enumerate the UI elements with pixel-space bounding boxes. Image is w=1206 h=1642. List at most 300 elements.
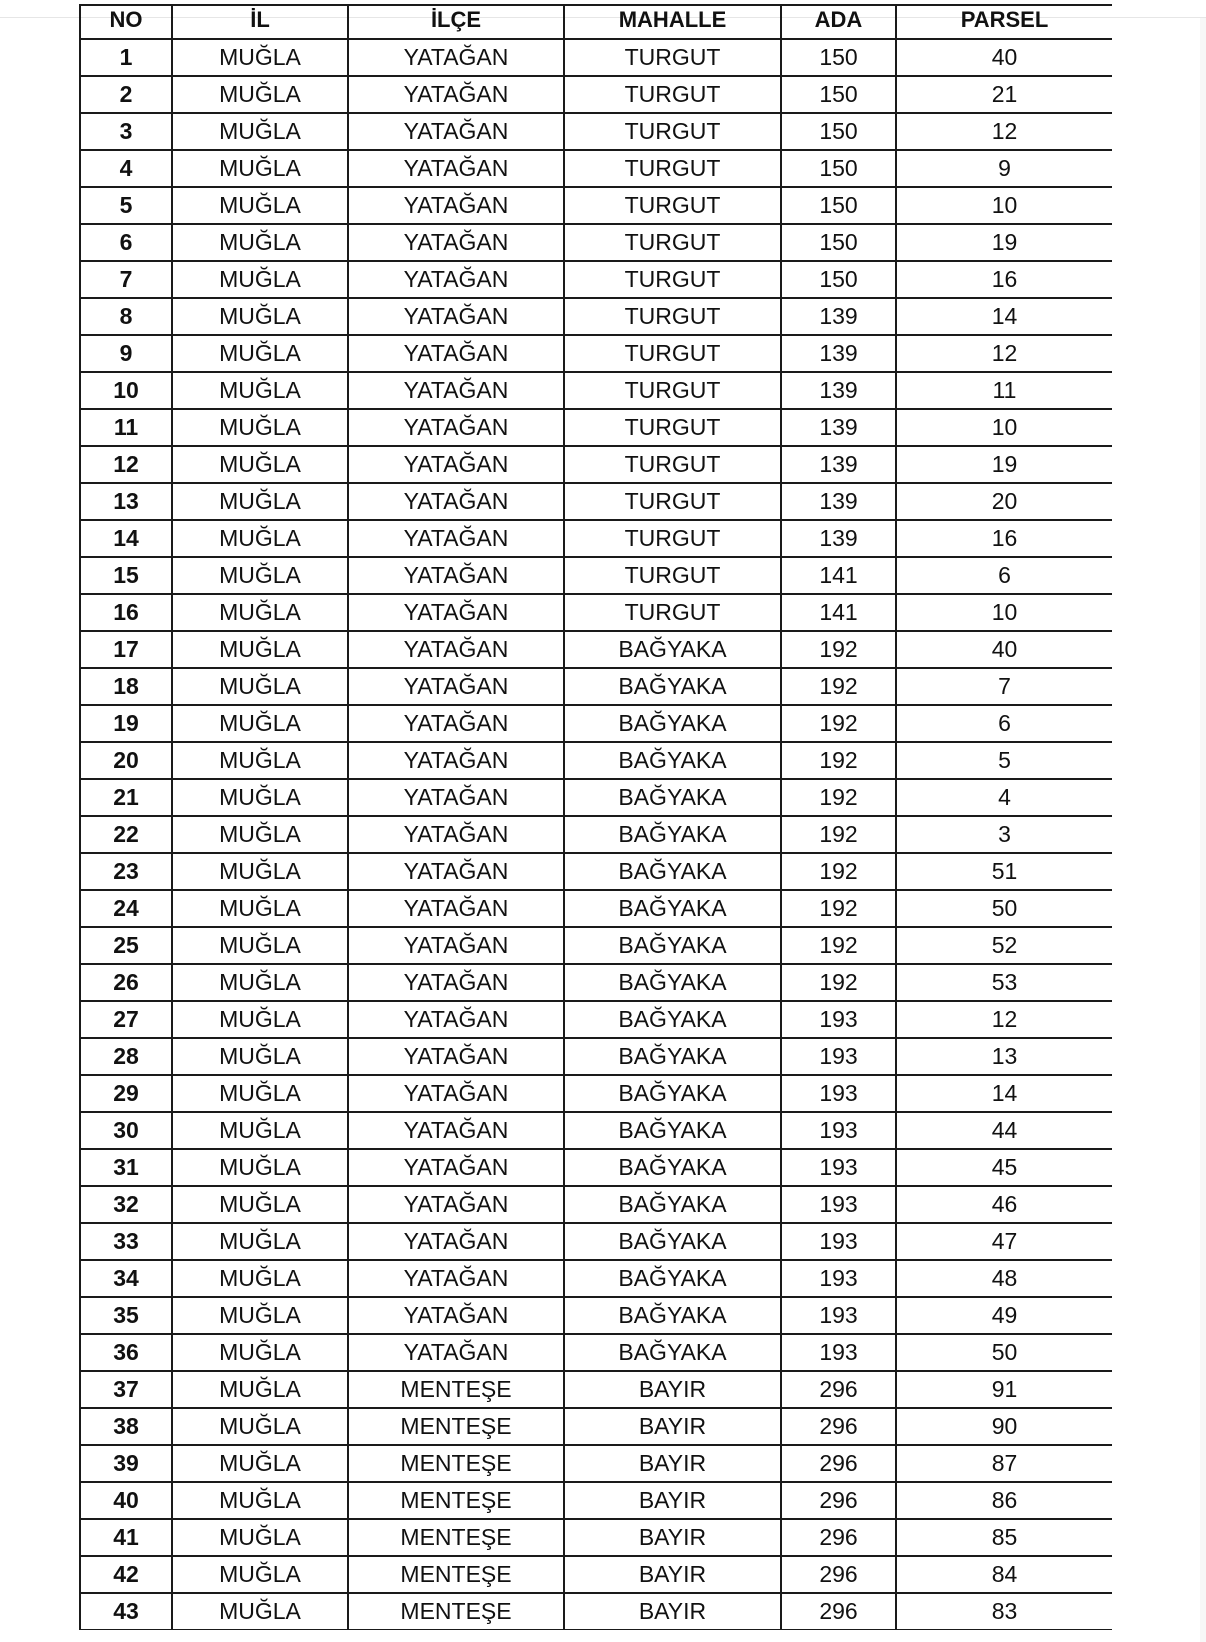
page-edge-shadow <box>1200 18 1206 1642</box>
cell-ilce: YATAĞAN <box>348 261 564 298</box>
cell-il: MUĞLA <box>172 742 348 779</box>
table-row <box>80 964 1112 1001</box>
table-row <box>80 631 1112 668</box>
cell-il: MUĞLA <box>172 964 348 1001</box>
cell-ada: 193 <box>781 1260 896 1297</box>
cell-no: 39 <box>80 1445 172 1482</box>
cell-ilce: MENTEŞE <box>348 1519 564 1556</box>
cell-il: MUĞLA <box>172 1408 348 1445</box>
cell-parsel: 50 <box>896 1334 1112 1371</box>
cell-parsel: 14 <box>896 298 1112 335</box>
cell-mahalle: BAĞYAKA <box>564 1149 781 1186</box>
cell-mahalle: BAĞYAKA <box>564 631 781 668</box>
cell-ada: 150 <box>781 187 896 224</box>
cell-mahalle: BAĞYAKA <box>564 1112 781 1149</box>
cell-ilce: YATAĞAN <box>348 1075 564 1112</box>
header-ada: ADA <box>781 5 896 39</box>
cell-no: 7 <box>80 261 172 298</box>
cell-ilce: YATAĞAN <box>348 1297 564 1334</box>
table-row <box>80 1519 1112 1556</box>
cell-parsel: 10 <box>896 409 1112 446</box>
cell-mahalle: BAĞYAKA <box>564 1038 781 1075</box>
table-row <box>80 1445 1112 1482</box>
cell-no: 32 <box>80 1186 172 1223</box>
cell-ada: 139 <box>781 520 896 557</box>
table-row <box>80 1075 1112 1112</box>
cell-mahalle: TURGUT <box>564 150 781 187</box>
cell-no: 16 <box>80 594 172 631</box>
table-body <box>80 39 1112 1630</box>
cell-ada: 192 <box>781 668 896 705</box>
cell-no: 5 <box>80 187 172 224</box>
cell-parsel: 45 <box>896 1149 1112 1186</box>
cell-no: 22 <box>80 816 172 853</box>
cell-mahalle: BAĞYAKA <box>564 742 781 779</box>
cell-il: MUĞLA <box>172 1371 348 1408</box>
cell-parsel: 47 <box>896 1223 1112 1260</box>
cell-mahalle: TURGUT <box>564 224 781 261</box>
cell-ada: 139 <box>781 335 896 372</box>
cell-il: MUĞLA <box>172 1297 348 1334</box>
table-header-row <box>80 5 1112 39</box>
cell-ilce: MENTEŞE <box>348 1482 564 1519</box>
cell-il: MUĞLA <box>172 1334 348 1371</box>
cell-ilce: YATAĞAN <box>348 1038 564 1075</box>
cell-parsel: 12 <box>896 113 1112 150</box>
cell-no: 3 <box>80 113 172 150</box>
cell-ilce: YATAĞAN <box>348 298 564 335</box>
cell-mahalle: TURGUT <box>564 372 781 409</box>
table-row <box>80 113 1112 150</box>
cell-parsel: 49 <box>896 1297 1112 1334</box>
cell-parsel: 83 <box>896 1593 1112 1630</box>
cell-ilce: YATAĞAN <box>348 705 564 742</box>
cell-il: MUĞLA <box>172 1038 348 1075</box>
cell-mahalle: BAĞYAKA <box>564 1186 781 1223</box>
cell-ada: 192 <box>781 742 896 779</box>
cell-no: 31 <box>80 1149 172 1186</box>
cell-il: MUĞLA <box>172 150 348 187</box>
cell-ilce: YATAĞAN <box>348 964 564 1001</box>
cell-mahalle: TURGUT <box>564 520 781 557</box>
cell-parsel: 7 <box>896 668 1112 705</box>
cell-ada: 192 <box>781 631 896 668</box>
table-row <box>80 1482 1112 1519</box>
cell-ada: 192 <box>781 853 896 890</box>
table-row <box>80 668 1112 705</box>
cell-il: MUĞLA <box>172 779 348 816</box>
cell-parsel: 19 <box>896 224 1112 261</box>
cell-no: 20 <box>80 742 172 779</box>
cell-il: MUĞLA <box>172 557 348 594</box>
cell-ilce: YATAĞAN <box>348 1149 564 1186</box>
header-ilce: İLÇE <box>348 5 564 39</box>
cell-ilce: YATAĞAN <box>348 1334 564 1371</box>
table-row <box>80 1556 1112 1593</box>
table-row <box>80 557 1112 594</box>
cell-parsel: 19 <box>896 446 1112 483</box>
cell-parsel: 85 <box>896 1519 1112 1556</box>
cell-ilce: YATAĞAN <box>348 1112 564 1149</box>
cell-mahalle: BAYIR <box>564 1556 781 1593</box>
cell-il: MUĞLA <box>172 1223 348 1260</box>
cell-ada: 139 <box>781 483 896 520</box>
cell-ilce: YATAĞAN <box>348 446 564 483</box>
cell-ada: 193 <box>781 1001 896 1038</box>
cell-ilce: YATAĞAN <box>348 150 564 187</box>
cell-ilce: YATAĞAN <box>348 816 564 853</box>
parcel-table <box>79 4 1112 1630</box>
cell-mahalle: BAĞYAKA <box>564 1075 781 1112</box>
cell-ilce: YATAĞAN <box>348 520 564 557</box>
table-row <box>80 372 1112 409</box>
cell-ada: 150 <box>781 150 896 187</box>
table-row <box>80 483 1112 520</box>
cell-il: MUĞLA <box>172 1112 348 1149</box>
cell-ada: 192 <box>781 964 896 1001</box>
cell-parsel: 53 <box>896 964 1112 1001</box>
cell-il: MUĞLA <box>172 224 348 261</box>
cell-no: 19 <box>80 705 172 742</box>
cell-ilce: YATAĞAN <box>348 742 564 779</box>
cell-ilce: YATAĞAN <box>348 39 564 76</box>
cell-no: 34 <box>80 1260 172 1297</box>
cell-il: MUĞLA <box>172 113 348 150</box>
cell-mahalle: BAYIR <box>564 1482 781 1519</box>
cell-parsel: 3 <box>896 816 1112 853</box>
cell-mahalle: TURGUT <box>564 76 781 113</box>
cell-no: 38 <box>80 1408 172 1445</box>
cell-ilce: YATAĞAN <box>348 76 564 113</box>
cell-mahalle: BAĞYAKA <box>564 964 781 1001</box>
cell-ilce: MENTEŞE <box>348 1593 564 1630</box>
cell-parsel: 6 <box>896 705 1112 742</box>
cell-mahalle: TURGUT <box>564 39 781 76</box>
cell-ilce: MENTEŞE <box>348 1371 564 1408</box>
cell-il: MUĞLA <box>172 409 348 446</box>
cell-il: MUĞLA <box>172 816 348 853</box>
table-row <box>80 261 1112 298</box>
cell-il: MUĞLA <box>172 1593 348 1630</box>
cell-ilce: YATAĞAN <box>348 113 564 150</box>
cell-no: 29 <box>80 1075 172 1112</box>
cell-il: MUĞLA <box>172 1149 348 1186</box>
cell-no: 41 <box>80 1519 172 1556</box>
cell-parsel: 51 <box>896 853 1112 890</box>
cell-ada: 193 <box>781 1149 896 1186</box>
cell-no: 1 <box>80 39 172 76</box>
table-row <box>80 927 1112 964</box>
cell-il: MUĞLA <box>172 853 348 890</box>
cell-il: MUĞLA <box>172 298 348 335</box>
table-row <box>80 520 1112 557</box>
cell-ada: 139 <box>781 372 896 409</box>
cell-ilce: YATAĞAN <box>348 372 564 409</box>
cell-ada: 193 <box>781 1038 896 1075</box>
table-row <box>80 298 1112 335</box>
cell-ilce: YATAĞAN <box>348 594 564 631</box>
cell-no: 18 <box>80 668 172 705</box>
table-row <box>80 1593 1112 1630</box>
cell-no: 14 <box>80 520 172 557</box>
table-row <box>80 779 1112 816</box>
cell-no: 2 <box>80 76 172 113</box>
table-row <box>80 409 1112 446</box>
cell-il: MUĞLA <box>172 890 348 927</box>
cell-parsel: 5 <box>896 742 1112 779</box>
cell-il: MUĞLA <box>172 668 348 705</box>
cell-mahalle: BAYIR <box>564 1593 781 1630</box>
cell-ada: 193 <box>781 1334 896 1371</box>
cell-no: 24 <box>80 890 172 927</box>
cell-mahalle: BAĞYAKA <box>564 779 781 816</box>
cell-mahalle: BAĞYAKA <box>564 1297 781 1334</box>
cell-mahalle: TURGUT <box>564 594 781 631</box>
cell-ada: 139 <box>781 409 896 446</box>
cell-ilce: YATAĞAN <box>348 779 564 816</box>
cell-il: MUĞLA <box>172 1075 348 1112</box>
cell-parsel: 11 <box>896 372 1112 409</box>
cell-ada: 296 <box>781 1482 896 1519</box>
cell-parsel: 13 <box>896 1038 1112 1075</box>
cell-no: 27 <box>80 1001 172 1038</box>
cell-no: 4 <box>80 150 172 187</box>
cell-no: 42 <box>80 1556 172 1593</box>
cell-ilce: YATAĞAN <box>348 224 564 261</box>
cell-il: MUĞLA <box>172 446 348 483</box>
cell-il: MUĞLA <box>172 520 348 557</box>
cell-mahalle: BAĞYAKA <box>564 1334 781 1371</box>
cell-no: 10 <box>80 372 172 409</box>
cell-no: 43 <box>80 1593 172 1630</box>
cell-no: 17 <box>80 631 172 668</box>
cell-ada: 150 <box>781 39 896 76</box>
cell-parsel: 48 <box>896 1260 1112 1297</box>
cell-parsel: 50 <box>896 890 1112 927</box>
cell-il: MUĞLA <box>172 261 348 298</box>
cell-ada: 193 <box>781 1223 896 1260</box>
cell-ada: 192 <box>781 816 896 853</box>
cell-no: 35 <box>80 1297 172 1334</box>
cell-ilce: YATAĞAN <box>348 1186 564 1223</box>
cell-parsel: 20 <box>896 483 1112 520</box>
cell-mahalle: BAYIR <box>564 1445 781 1482</box>
parcel-table-container <box>79 4 1112 1630</box>
cell-il: MUĞLA <box>172 1556 348 1593</box>
table-row <box>80 1334 1112 1371</box>
cell-parsel: 91 <box>896 1371 1112 1408</box>
cell-ilce: YATAĞAN <box>348 557 564 594</box>
cell-il: MUĞLA <box>172 1001 348 1038</box>
table-row <box>80 187 1112 224</box>
cell-ilce: MENTEŞE <box>348 1408 564 1445</box>
cell-ada: 150 <box>781 224 896 261</box>
cell-ada: 296 <box>781 1408 896 1445</box>
cell-no: 21 <box>80 779 172 816</box>
cell-no: 25 <box>80 927 172 964</box>
header-parsel: PARSEL <box>896 5 1112 39</box>
cell-mahalle: BAĞYAKA <box>564 816 781 853</box>
cell-il: MUĞLA <box>172 1445 348 1482</box>
cell-ada: 150 <box>781 76 896 113</box>
cell-mahalle: BAĞYAKA <box>564 1223 781 1260</box>
cell-ilce: YATAĞAN <box>348 335 564 372</box>
cell-ilce: YATAĞAN <box>348 927 564 964</box>
cell-parsel: 21 <box>896 76 1112 113</box>
cell-ilce: YATAĞAN <box>348 1260 564 1297</box>
cell-mahalle: TURGUT <box>564 298 781 335</box>
table-row <box>80 1260 1112 1297</box>
cell-il: MUĞLA <box>172 187 348 224</box>
table-row <box>80 890 1112 927</box>
cell-parsel: 16 <box>896 520 1112 557</box>
cell-il: MUĞLA <box>172 1260 348 1297</box>
cell-no: 36 <box>80 1334 172 1371</box>
cell-ada: 193 <box>781 1297 896 1334</box>
cell-ada: 192 <box>781 890 896 927</box>
cell-ada: 139 <box>781 298 896 335</box>
cell-no: 33 <box>80 1223 172 1260</box>
table-row <box>80 39 1112 76</box>
cell-ada: 193 <box>781 1075 896 1112</box>
cell-il: MUĞLA <box>172 372 348 409</box>
table-row <box>80 594 1112 631</box>
cell-no: 23 <box>80 853 172 890</box>
cell-ada: 296 <box>781 1519 896 1556</box>
cell-parsel: 10 <box>896 594 1112 631</box>
table-row <box>80 1186 1112 1223</box>
cell-mahalle: TURGUT <box>564 409 781 446</box>
cell-ada: 150 <box>781 113 896 150</box>
table-row <box>80 1001 1112 1038</box>
cell-parsel: 87 <box>896 1445 1112 1482</box>
cell-parsel: 4 <box>896 779 1112 816</box>
cell-ada: 296 <box>781 1371 896 1408</box>
cell-parsel: 40 <box>896 39 1112 76</box>
cell-ilce: YATAĞAN <box>348 409 564 446</box>
cell-no: 6 <box>80 224 172 261</box>
table-row <box>80 335 1112 372</box>
cell-no: 15 <box>80 557 172 594</box>
cell-no: 13 <box>80 483 172 520</box>
cell-il: MUĞLA <box>172 76 348 113</box>
table-row <box>80 705 1112 742</box>
cell-ilce: YATAĞAN <box>348 1001 564 1038</box>
cell-mahalle: BAYIR <box>564 1371 781 1408</box>
cell-no: 28 <box>80 1038 172 1075</box>
cell-ilce: YATAĞAN <box>348 187 564 224</box>
cell-parsel: 6 <box>896 557 1112 594</box>
cell-parsel: 90 <box>896 1408 1112 1445</box>
cell-il: MUĞLA <box>172 1186 348 1223</box>
cell-no: 37 <box>80 1371 172 1408</box>
cell-mahalle: TURGUT <box>564 446 781 483</box>
cell-parsel: 9 <box>896 150 1112 187</box>
cell-no: 9 <box>80 335 172 372</box>
cell-ada: 139 <box>781 446 896 483</box>
cell-mahalle: BAĞYAKA <box>564 927 781 964</box>
cell-mahalle: BAĞYAKA <box>564 890 781 927</box>
cell-parsel: 44 <box>896 1112 1112 1149</box>
cell-il: MUĞLA <box>172 927 348 964</box>
header-il: İL <box>172 5 348 39</box>
cell-ilce: MENTEŞE <box>348 1445 564 1482</box>
table-row <box>80 224 1112 261</box>
cell-ada: 192 <box>781 705 896 742</box>
cell-mahalle: TURGUT <box>564 187 781 224</box>
cell-parsel: 86 <box>896 1482 1112 1519</box>
cell-no: 8 <box>80 298 172 335</box>
table-row <box>80 1112 1112 1149</box>
cell-ada: 150 <box>781 261 896 298</box>
table-row <box>80 150 1112 187</box>
header-mahalle: MAHALLE <box>564 5 781 39</box>
cell-mahalle: BAĞYAKA <box>564 705 781 742</box>
cell-mahalle: TURGUT <box>564 261 781 298</box>
cell-mahalle: BAYIR <box>564 1519 781 1556</box>
table-row <box>80 446 1112 483</box>
cell-il: MUĞLA <box>172 1482 348 1519</box>
cell-parsel: 10 <box>896 187 1112 224</box>
table-row <box>80 1297 1112 1334</box>
cell-il: MUĞLA <box>172 1519 348 1556</box>
cell-parsel: 16 <box>896 261 1112 298</box>
cell-il: MUĞLA <box>172 594 348 631</box>
table-row <box>80 1038 1112 1075</box>
cell-no: 12 <box>80 446 172 483</box>
cell-ada: 192 <box>781 779 896 816</box>
cell-parsel: 12 <box>896 1001 1112 1038</box>
cell-il: MUĞLA <box>172 335 348 372</box>
cell-ada: 193 <box>781 1186 896 1223</box>
cell-mahalle: BAĞYAKA <box>564 1260 781 1297</box>
cell-ilce: MENTEŞE <box>348 1556 564 1593</box>
cell-mahalle: TURGUT <box>564 557 781 594</box>
cell-parsel: 40 <box>896 631 1112 668</box>
table-row <box>80 1223 1112 1260</box>
cell-ilce: YATAĞAN <box>348 890 564 927</box>
table-row <box>80 1408 1112 1445</box>
cell-parsel: 52 <box>896 927 1112 964</box>
cell-il: MUĞLA <box>172 705 348 742</box>
cell-no: 30 <box>80 1112 172 1149</box>
table-row <box>80 816 1112 853</box>
cell-mahalle: BAYIR <box>564 1408 781 1445</box>
cell-no: 26 <box>80 964 172 1001</box>
cell-mahalle: BAĞYAKA <box>564 1001 781 1038</box>
cell-mahalle: TURGUT <box>564 113 781 150</box>
cell-mahalle: TURGUT <box>564 483 781 520</box>
cell-il: MUĞLA <box>172 483 348 520</box>
table-row <box>80 1149 1112 1186</box>
header-no: NO <box>80 5 172 39</box>
cell-ada: 296 <box>781 1556 896 1593</box>
cell-mahalle: BAĞYAKA <box>564 853 781 890</box>
cell-ada: 192 <box>781 927 896 964</box>
table-row <box>80 742 1112 779</box>
table-row <box>80 76 1112 113</box>
cell-ada: 296 <box>781 1593 896 1630</box>
cell-mahalle: BAĞYAKA <box>564 668 781 705</box>
cell-parsel: 12 <box>896 335 1112 372</box>
cell-no: 40 <box>80 1482 172 1519</box>
cell-ada: 193 <box>781 1112 896 1149</box>
cell-ada: 141 <box>781 594 896 631</box>
cell-no: 11 <box>80 409 172 446</box>
cell-il: MUĞLA <box>172 39 348 76</box>
cell-mahalle: TURGUT <box>564 335 781 372</box>
cell-ada: 141 <box>781 557 896 594</box>
